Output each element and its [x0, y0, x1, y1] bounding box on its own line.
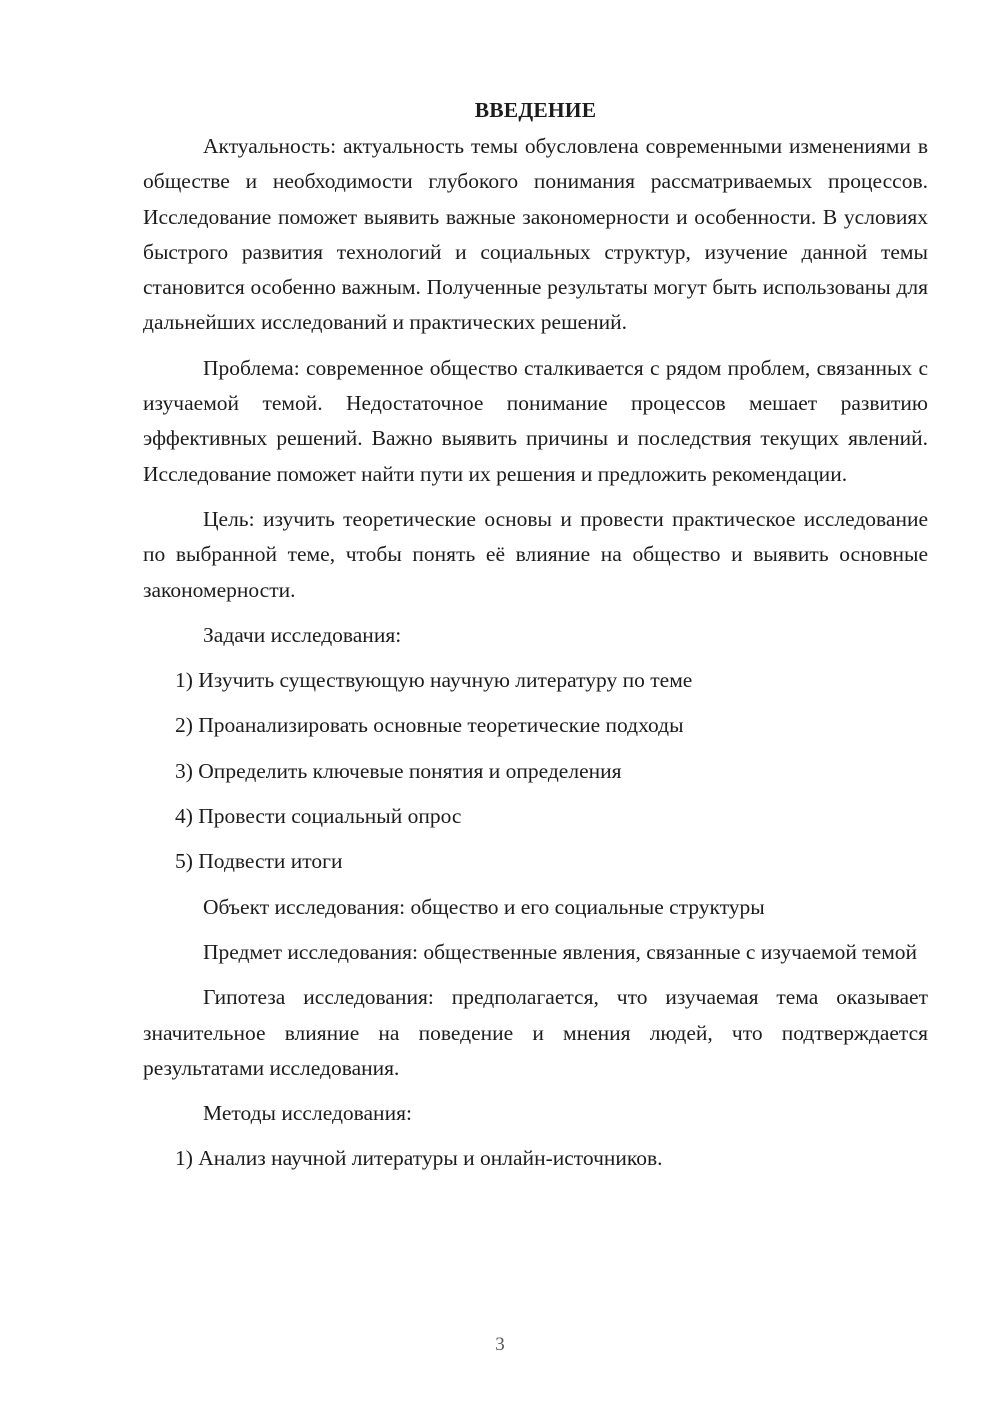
task-item-3: 3) Определить ключевые понятия и определения [175, 758, 622, 783]
page-number: 3 [495, 1334, 505, 1355]
methods-heading: Методы исследования: [203, 1101, 412, 1126]
paragraph-object: Объект исследования: общество и его социальные структуры [203, 894, 765, 919]
tasks-heading: Задачи исследования: [203, 622, 402, 647]
task-item-1: 1) Изучить существующую научную литературу по теме [175, 668, 693, 693]
paragraph-hypothesis: Гипотеза исследования: предполагается, что изучаемая тема оказывает значительное влияние на поведение и мнения людей, что подтверждается результатами исследования. [143, 985, 928, 1080]
section-title: ВВЕДЕНИЕ [474, 98, 597, 122]
task-item-2: 2) Проанализировать основные теоретические подходы [175, 713, 684, 738]
paragraph-relevance: Актуальность: актуальность темы обусловлена современными изменениями в обществе и необходимости глубокого понимания рассматриваемых процессов. Исследование поможет выявить важные закономерности и особенности. В условиях быстрого развития технологий и социальных структур, изучение данной темы становится особенно важным. Полученные результаты могут быть использованы для дальнейших исследований и практических решений. [143, 134, 928, 335]
paragraph-goal: Цель: изучить теоретические основы и провести практическое исследование по выбранной теме, чтобы понять её влияние на общество и выявить основные закономерности. [143, 506, 928, 602]
task-item-5: 5) Подвести итоги [175, 849, 343, 874]
task-item-4: 4) Провести социальный опрос [175, 804, 462, 829]
paragraph-problem: Проблема: современное общество сталкивается с рядом проблем, связанных с изучаемой темой. Недостаточное понимание процессов мешает развитию эффективных решений. Важно выявить причины и последствия текущих явлений. Исследование поможет найти пути их решения и предложить рекомендации. [143, 355, 928, 486]
method-item-1: 1) Анализ научной литературы и онлайн-источников. [175, 1146, 663, 1171]
document-page [143, 95, 928, 1187]
paragraph-subject: Предмет исследования: общественные явления, связанные с изучаемой темой [203, 939, 918, 964]
